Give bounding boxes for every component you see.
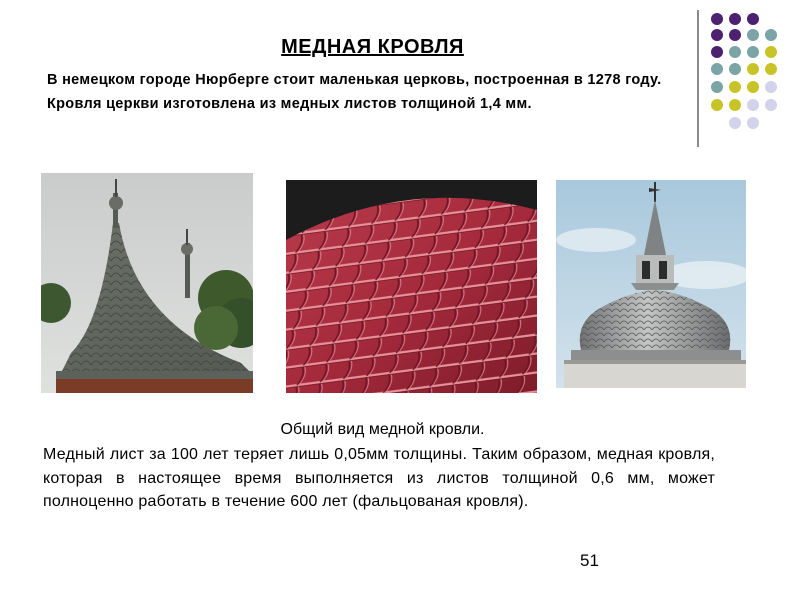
- photo-caption: Общий вид медной кровли.: [280, 421, 485, 438]
- red-metal-tile-roof-photo: [286, 180, 537, 393]
- body-paragraph: Медный лист за 100 лет теряет лишь 0,05мм толщины. Таким образом, медная кровля, которая в настоящее время выполняется из листов толщиной 0,6 мм, может полноценно работать в течение 600 лет (фальцованая кровля).: [43, 446, 715, 510]
- copper-onion-dome-photo: [556, 180, 746, 388]
- intro-paragraph: В немецком городе Нюрберге стоит маленькая церковь, построенная в 1278 году. Кровля церкви изготовлена из медных листов толщиной 1,4 мм.: [47, 72, 662, 112]
- page-number: 51: [580, 551, 599, 570]
- copper-church-roof-photo: [41, 173, 253, 393]
- vertical-divider: [697, 10, 699, 147]
- slide-title: МЕДНАЯ КРОВЛЯ: [281, 36, 464, 58]
